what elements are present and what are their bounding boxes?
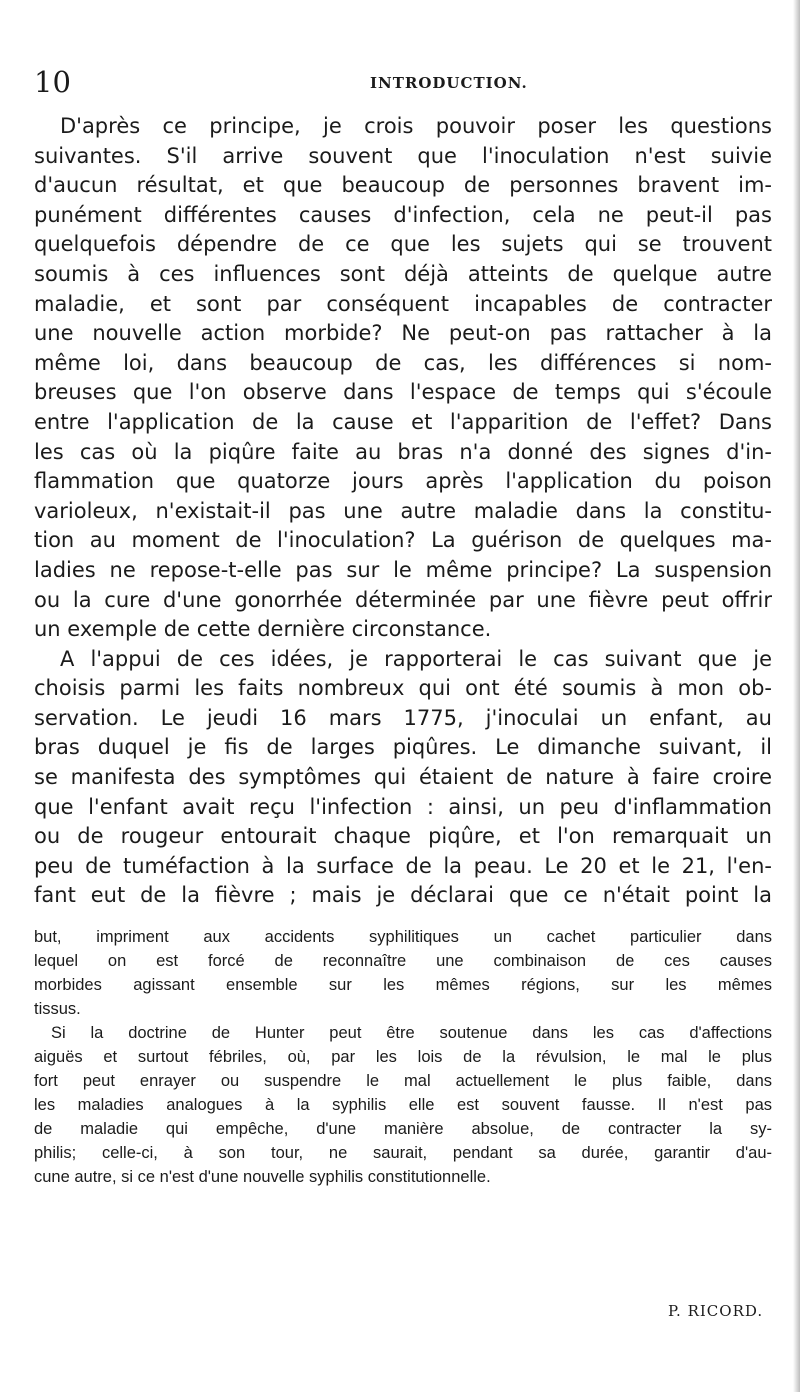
body-line: choisis parmi les faits nombreux qui ont été soumis à mon ob-	[34, 676, 772, 701]
body-line: varioleux, n'existait-il pas une autre maladie dans la constitu-	[34, 498, 772, 523]
body-line: se manifesta des symptômes qui étaient de nature à faire croire	[34, 765, 772, 790]
main-text	[34, 112, 772, 911]
body-line: tion au moment de l'inoculation? La guérison de quelques ma-	[34, 528, 772, 553]
body-line: punément différentes causes d'infection, cela ne peut-il pas	[34, 202, 772, 227]
footnote	[34, 925, 772, 1189]
body-line: flammation que quatorze jours après l'application du poison	[34, 469, 772, 494]
footnote-line: tissus.	[34, 1000, 81, 1018]
footnote-line: lequel on est forcé de reconnaître une combinaison de ces causes	[34, 952, 772, 970]
body-line: breuses que l'on observe dans l'espace de temps qui s'écoule	[34, 380, 772, 405]
body-line: entre l'application de la cause et l'apparition de l'effet? Dans	[34, 409, 772, 434]
footnote-line: philis; celle-ci, à son tour, ne saurait, pendant sa durée, garantir d'au-	[34, 1144, 772, 1162]
body-line: un exemple de cette dernière circonstance.	[34, 617, 492, 642]
footnote-line: les maladies analogues à la syphilis elle est souvent fausse. Il n'est pas	[34, 1096, 772, 1114]
footnote-line: cune autre, si ce n'est d'une nouvelle syphilis constitutionnelle.	[34, 1168, 491, 1186]
body-line: quelquefois dépendre de ce que les sujets qui se trouvent	[34, 232, 772, 257]
body-line: maladie, et sont par conséquent incapables de contracter	[34, 291, 772, 316]
body-line: les cas où la piqûre faite au bras n'a donné des signes d'in-	[34, 439, 772, 464]
page-edge-shadow	[793, 0, 800, 1392]
body-line: ou la cure d'une gonorrhée déterminée par une fièvre peut offrir	[34, 587, 772, 612]
page-number: 10	[34, 65, 71, 99]
body-line: servation. Le jeudi 16 mars 1775, j'inoculai un enfant, au	[34, 705, 772, 730]
body-line: que l'enfant avait reçu l'infection : ainsi, un peu d'inflammation	[34, 794, 772, 819]
body-line: A l'appui de ces idées, je rapporterai le cas suivant que je	[60, 646, 772, 671]
footnote-line: aiguës et surtout fébriles, où, par les lois de la révulsion, le mal le plus	[34, 1048, 772, 1066]
body-line: d'aucun résultat, et que beaucoup de personnes bravent im-	[34, 173, 772, 198]
footnote-line: fort peut enrayer ou suspendre le mal actuellement le plus faible, dans	[34, 1072, 772, 1090]
footnote-line: de maladie qui empêche, d'une manière absolue, de contracter la sy-	[34, 1120, 772, 1138]
body-line: ladies ne repose-t-elle pas sur le même principe? La suspension	[34, 557, 772, 582]
body-line: bras duquel je fis de larges piqûres. Le dimanche suivant, il	[34, 735, 772, 760]
body-line: une nouvelle action morbide? Ne peut-on pas rattacher à la	[34, 321, 772, 346]
body-line: D'après ce principe, je crois pouvoir poser les questions	[60, 114, 772, 138]
body-line: suivantes. S'il arrive souvent que l'inoculation n'est suivie	[34, 143, 772, 168]
body-line: fant eut de la fièvre ; mais je déclarai que ce n'était point la	[34, 883, 772, 908]
body-line: peu de tuméfaction à la surface de la peau. Le 20 et le 21, l'en-	[34, 853, 772, 878]
body-line: ou de rougeur entourait chaque piqûre, et l'on remarquait un	[34, 824, 772, 849]
running-head	[34, 64, 770, 104]
footnote-line: but, impriment aux accidents syphilitiques un cachet particulier dans	[34, 928, 772, 946]
body-line: soumis à ces influences sont déjà atteints de quelque autre	[34, 261, 772, 286]
footnote-line: morbides agissant ensemble sur les mêmes régions, sur les mêmes	[34, 976, 772, 994]
footnote-line: Si la doctrine de Hunter peut être soutenue dans les cas d'affections	[51, 1024, 772, 1042]
footnote-signature: P. RICORD.	[668, 1302, 764, 1320]
running-title: INTRODUCTION.	[370, 74, 528, 92]
body-line: même loi, dans beaucoup de cas, les différences si nom-	[34, 350, 772, 375]
